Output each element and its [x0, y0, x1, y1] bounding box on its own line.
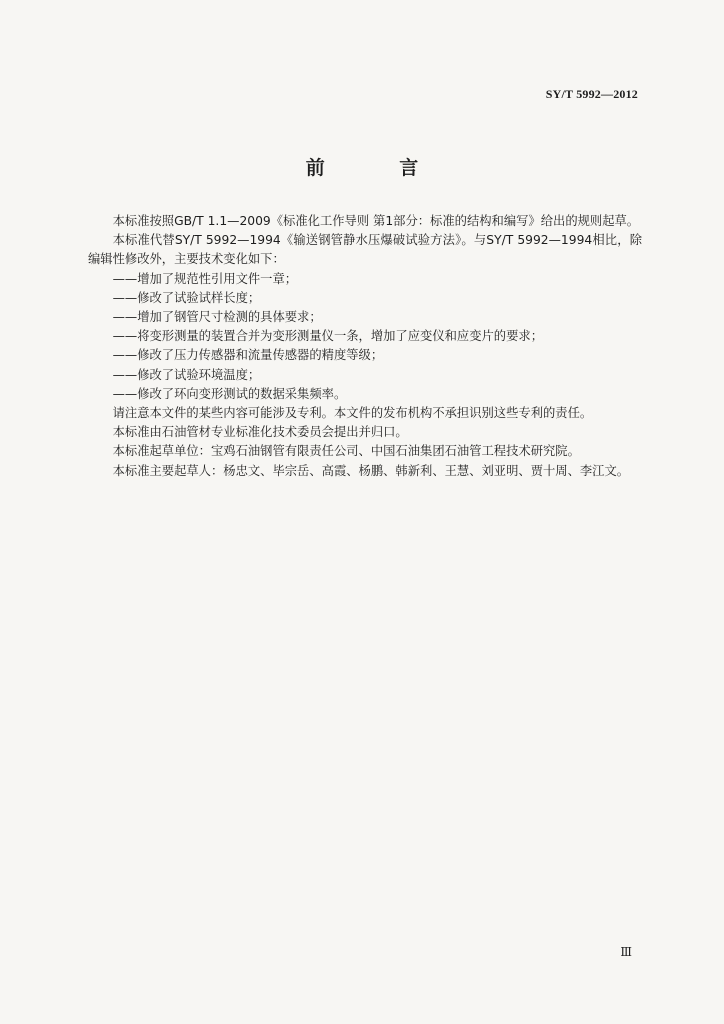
paragraph-replacement: 本标准代替SY/T 5992—1994《输送钢管静水压爆破试验方法》。与SY/T 5992—1994相比，除编辑性修改外，主要技术变化如下： — [88, 233, 642, 267]
paragraph-drafting-units: 本标准起草单位：宝鸡石油钢管有限责任公司、中国石油集团石油管工程技术研究院。 — [112, 444, 580, 459]
paragraph-proposer: 本标准由石油管材专业标准化技术委员会提出并归口。 — [112, 425, 408, 440]
change-item: ——修改了压力传感器和流量传感器的精度等级； — [112, 348, 384, 363]
page-title: 前 言 — [305, 157, 453, 179]
paragraph-drafters: 本标准主要起草人：杨忠文、毕宗岳、高霞、杨鹏、韩新利、王慧、刘亚明、贾十周、李江文。 — [112, 463, 630, 478]
change-item: ——将变形测量的装置合并为变形测量仪一条，增加了应变仪和应变片的要求； — [112, 329, 543, 344]
change-item: ——修改了环向变形测试的数据采集频率。 — [112, 386, 347, 401]
change-item: ——修改了试验试样长度； — [112, 290, 261, 305]
change-item: ——修改了试验环境温度； — [112, 367, 261, 382]
foreword-body — [88, 212, 642, 481]
paragraph-patent-notice: 请注意本文件的某些内容可能涉及专利。本文件的发布机构不承担识别这些专利的责任。 — [112, 406, 593, 421]
change-item: ——增加了钢管尺寸检测的具体要求； — [112, 310, 322, 325]
page-number: Ⅲ — [620, 945, 632, 959]
paragraph-drafting-rule: 本标准按照GB/T 1.1—2009《标准化工作导则 第1部分：标准的结构和编写》给出的规则起草。 — [112, 214, 640, 228]
change-item: ——增加了规范性引用文件一章； — [112, 271, 298, 286]
standard-number: SY/T 5992—2012 — [545, 87, 638, 101]
